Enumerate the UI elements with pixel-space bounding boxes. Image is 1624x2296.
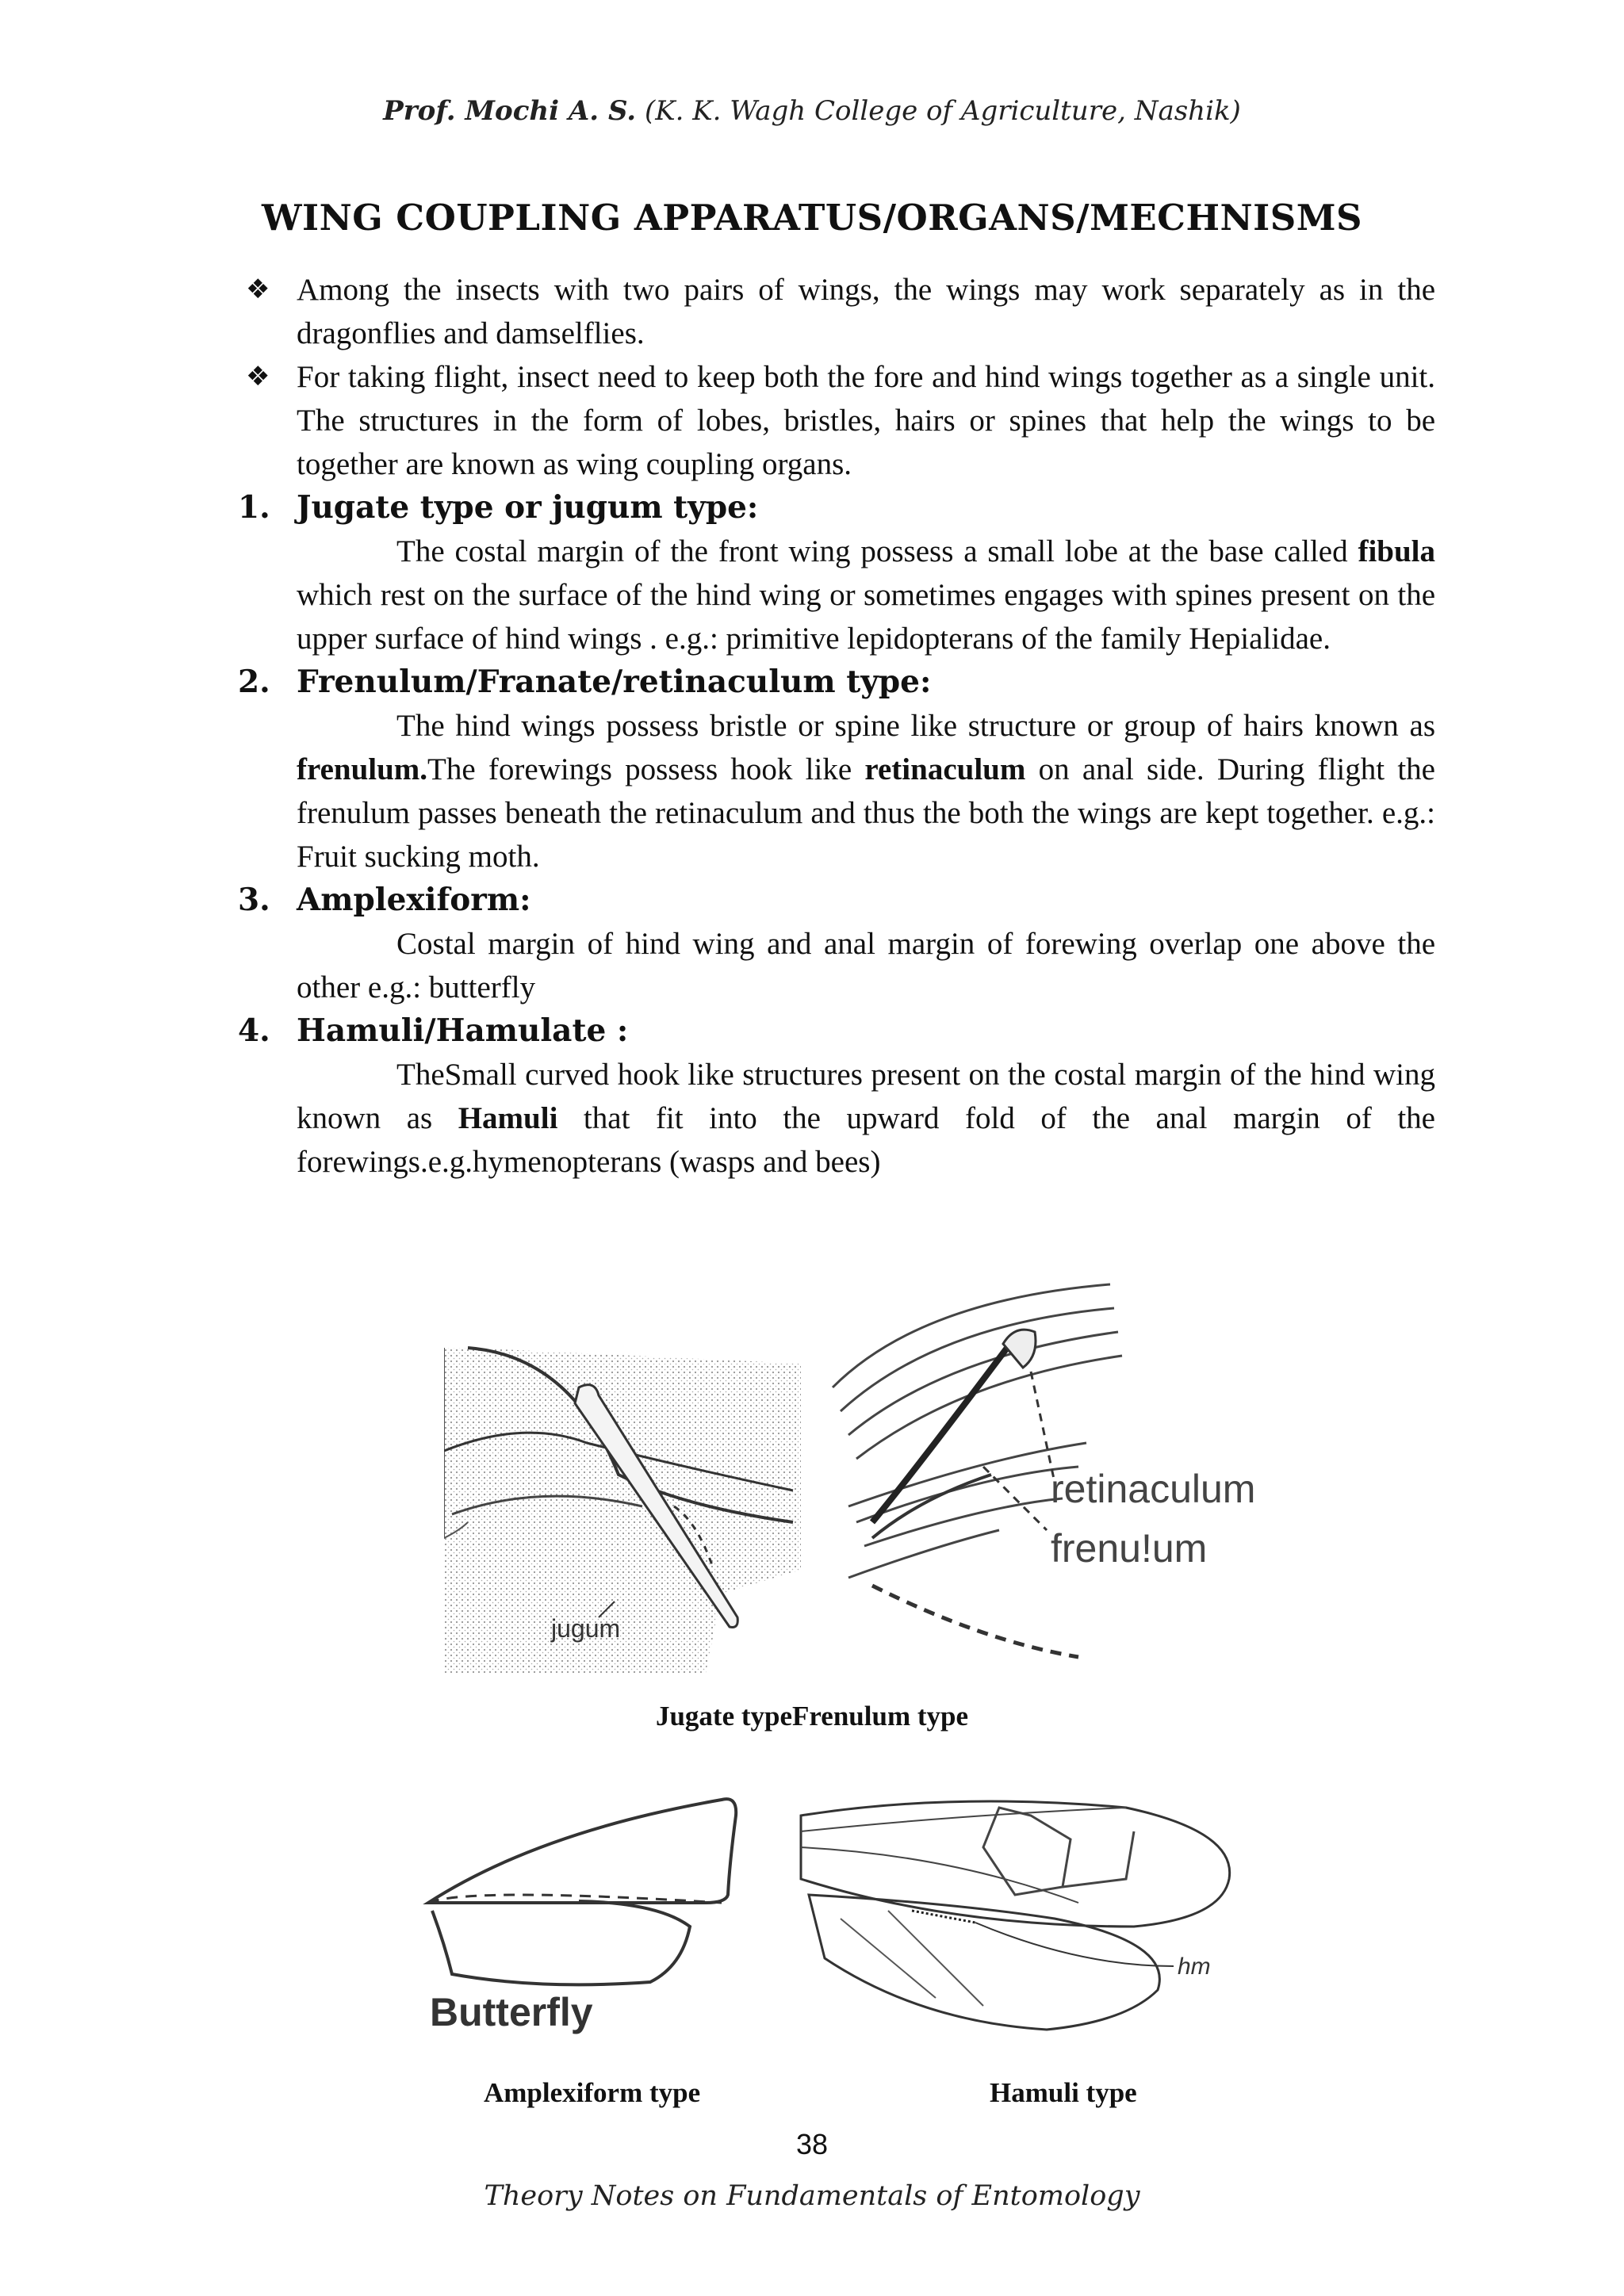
jugate-figure (444, 1332, 809, 1673)
hm-label: hm (1178, 1954, 1211, 1980)
retinaculum-label: retinaculum (1051, 1467, 1256, 1511)
bullet-item (238, 355, 1435, 486)
term-hamuli: Hamuli (458, 1101, 558, 1135)
butterfly-label: Butterfly (430, 1990, 593, 2034)
body-text: TheSmall curved hook like structures present on the costal margin of the hind wing known as (297, 1058, 1435, 1135)
header-author: Prof. Mochi A. S. (383, 95, 637, 127)
section-body-amplexiform: Costal margin of hind wing and anal margin of forewing overlap one above the other e.g.: butterfly (297, 927, 1435, 1004)
body-text: The forewings possess hook like (427, 752, 865, 786)
section-number: 3. (238, 882, 270, 918)
bullet-text: For taking flight, insect need to keep both the fore and hind wings together as a single unit. The structures in the form of lobes, bristles, hairs or spines that help the wings to be together are known as wing coupling organs. (297, 360, 1435, 481)
section-body-frenulum (238, 704, 1435, 878)
section-number: 1. (238, 489, 270, 526)
term-frenulum: frenulum. (297, 752, 428, 786)
frenulum-figure (825, 1269, 1285, 1665)
bullet-item (238, 268, 1435, 355)
page-header (0, 95, 1624, 127)
header-affiliation: (K. K. Wagh College of Agriculture, Nashik) (644, 95, 1241, 127)
section-heading-text: Jugate type or jugum type: (297, 489, 759, 526)
body-text: The hind wings possess bristle or spine like structure or group of hairs known as (396, 709, 1435, 743)
body-text: on anal side. During flight the frenulum passes beneath the retinaculum and thus the both the wings are kept together. e.g.: Fruit sucking moth. (297, 752, 1435, 874)
section-number: 4. (238, 1012, 270, 1049)
page-title: WING COUPLING APPARATUS/ORGANS/MECHNISMS (261, 197, 1363, 239)
section-body-hamuli (238, 1053, 1435, 1184)
section-heading-frenulum (238, 660, 1435, 704)
section-heading-amplexiform (238, 878, 1435, 922)
section-heading-text: Frenulum/Franate/retinaculum type: (297, 664, 932, 700)
section-heading-hamuli (238, 1009, 1435, 1053)
caption-hamuli: Hamuli type (990, 2077, 1137, 2108)
page-number: 38 (795, 2128, 829, 2160)
main-content (238, 268, 1435, 1184)
page-footer: Theory Notes on Fundamentals of Entomology (484, 2180, 1140, 2212)
section-heading-text: Amplexiform: (297, 882, 531, 918)
caption-jugate-frenulum: Jugate typeFrenulum type (655, 1701, 969, 1732)
frenulum-label: frenu!um (1051, 1526, 1208, 1571)
amplexiform-figure (420, 1784, 753, 2045)
section-body-jugate (238, 530, 1435, 660)
caption-amplexiform: Amplexiform type (484, 2077, 701, 2108)
section-heading-jugate (238, 486, 1435, 530)
bullet-text: Among the insects with two pairs of wings, the wings may work separately as in the dragonflies and damselflies. (297, 273, 1435, 350)
section-heading-text: Hamuli/Hamulate : (297, 1012, 629, 1049)
jugum-label: jugum (551, 1614, 621, 1643)
diamond-bullet-icon: ❖ (246, 361, 270, 392)
term-retinaculum: retinaculum (864, 752, 1026, 786)
term-fibula: fibula (1358, 534, 1435, 568)
body-text: which rest on the surface of the hind wing or sometimes engages with spines present on the upper surface of hind wings . e.g.: primitive lepidopterans of the family Hepialidae. (297, 578, 1435, 656)
section-number: 2. (238, 664, 270, 700)
body-text: The costal margin of the front wing possess a small lobe at the base called (396, 534, 1358, 568)
body-text: that fit into the upward fold of the anal margin of the forewings.e.g.hymenopterans (wasps and bees) (297, 1101, 1435, 1179)
hamuli-figure (793, 1784, 1253, 2053)
diamond-bullet-icon: ❖ (246, 274, 270, 305)
